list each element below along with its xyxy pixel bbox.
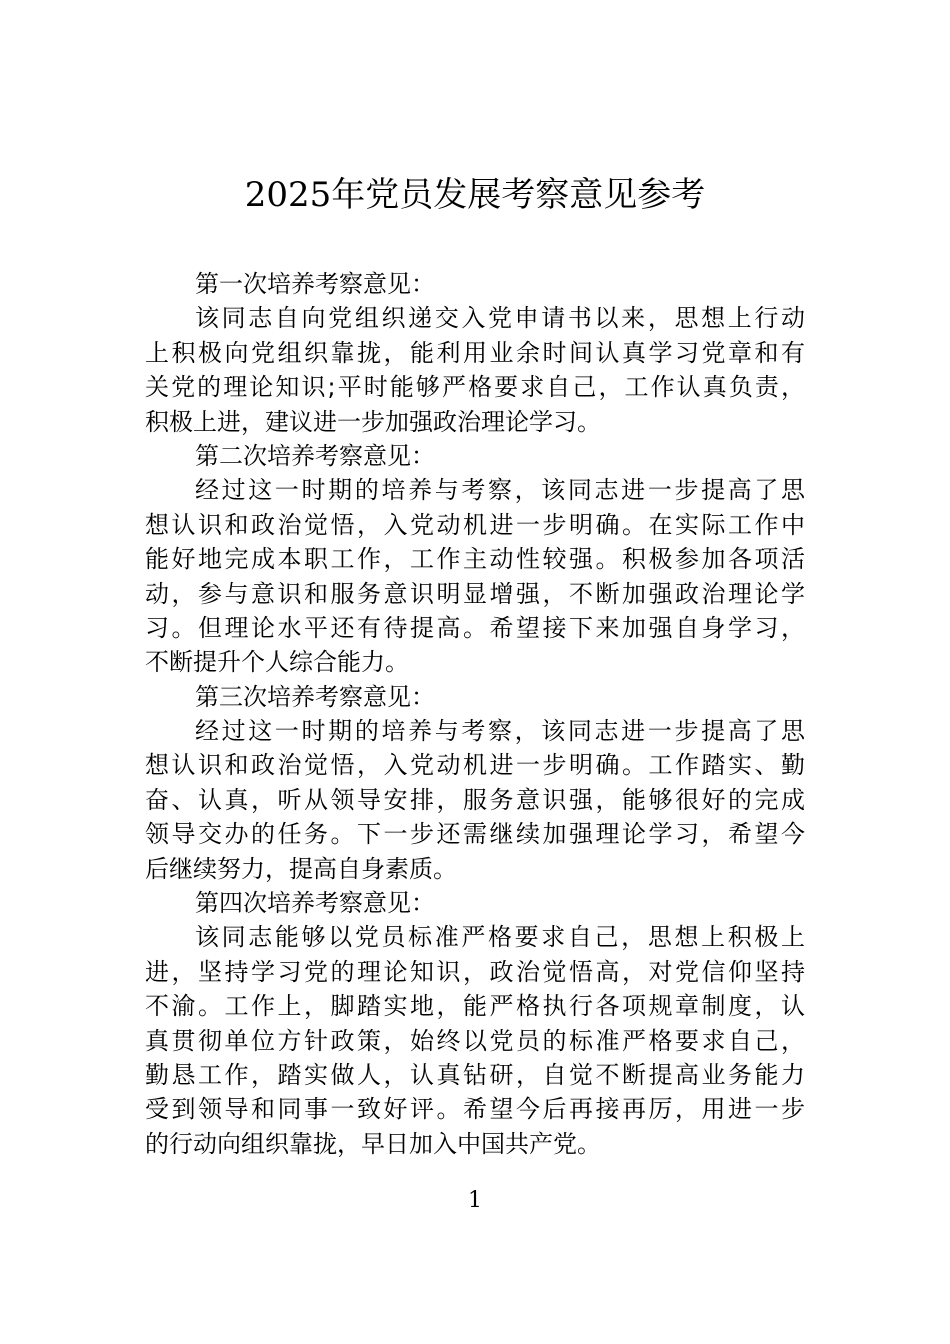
paragraph-line: 积极上进，建议进一步加强政治理论学习。 [145,407,601,436]
document-body [145,267,805,1161]
paragraph-line: 进，坚持学习党的理论知识，政治觉悟高，对党信仰坚持 [145,957,805,986]
section-heading: 第一次培养考察意见： [195,270,435,298]
section-heading: 第二次培养考察意见： [195,441,435,470]
paragraph-line: 的行动向组织靠拢，早日加入中国共产党。 [145,1129,601,1158]
document-title: 2025年党员发展考察意见参考 [244,175,706,215]
paragraph-line: 能好地完成本职工作，工作主动性较强。积极参加各项活 [145,545,805,574]
paragraph-line: 经过这一时期的培养与考察，该同志进一步提高了思 [195,476,805,505]
section-heading: 第三次培养考察意见： [195,682,435,711]
paragraph-line: 奋、认真，听从领导安排，服务意识强，能够很好的完成 [145,785,805,814]
paragraph-line: 后继续努力，提高自身素质。 [145,854,457,883]
paragraph-line: 不渝。工作上，脚踏实地，能严格执行各项规章制度，认 [145,992,805,1021]
paragraph-line: 上积极向党组织靠拢，能利用业余时间认真学习党章和有 [145,338,805,367]
paragraph-line: 经过这一时期的培养与考察，该同志进一步提高了思 [195,717,805,746]
paragraph-line: 动，参与意识和服务意识明显增强，不断加强政治理论学 [145,579,805,608]
paragraph-line: 不断提升个人综合能力。 [145,648,409,677]
paragraph-line: 真贯彻单位方针政策，始终以党员的标准严格要求自己， [145,1026,805,1055]
paragraph-line: 受到领导和同事一致好评。希望今后再接再厉，用进一步 [145,1095,805,1124]
paragraph-line: 该同志能够以党员标准严格要求自己，思想上积极上 [195,923,805,952]
paragraph-line: 该同志自向党组织递交入党申请书以来，思想上行动 [195,304,805,333]
paragraph-line: 勤恳工作，踏实做人，认真钻研，自觉不断提高业务能力 [145,1060,805,1089]
section-heading: 第四次培养考察意见： [195,889,435,918]
paragraph-line: 关党的理论知识;平时能够严格要求自己，工作认真负责， [145,373,805,402]
paragraph-line: 想认识和政治觉悟，入党动机进一步明确。在实际工作中 [145,510,805,539]
paragraph-line: 领导交办的任务。下一步还需继续加强理论学习，希望今 [145,820,805,849]
paragraph-line: 想认识和政治觉悟，入党动机进一步明确。工作踏实、勤 [145,751,805,780]
paragraph-line: 习。但理论水平还有待提高。希望接下来加强自身学习， [145,613,805,642]
page-number: 1 [468,1188,482,1213]
